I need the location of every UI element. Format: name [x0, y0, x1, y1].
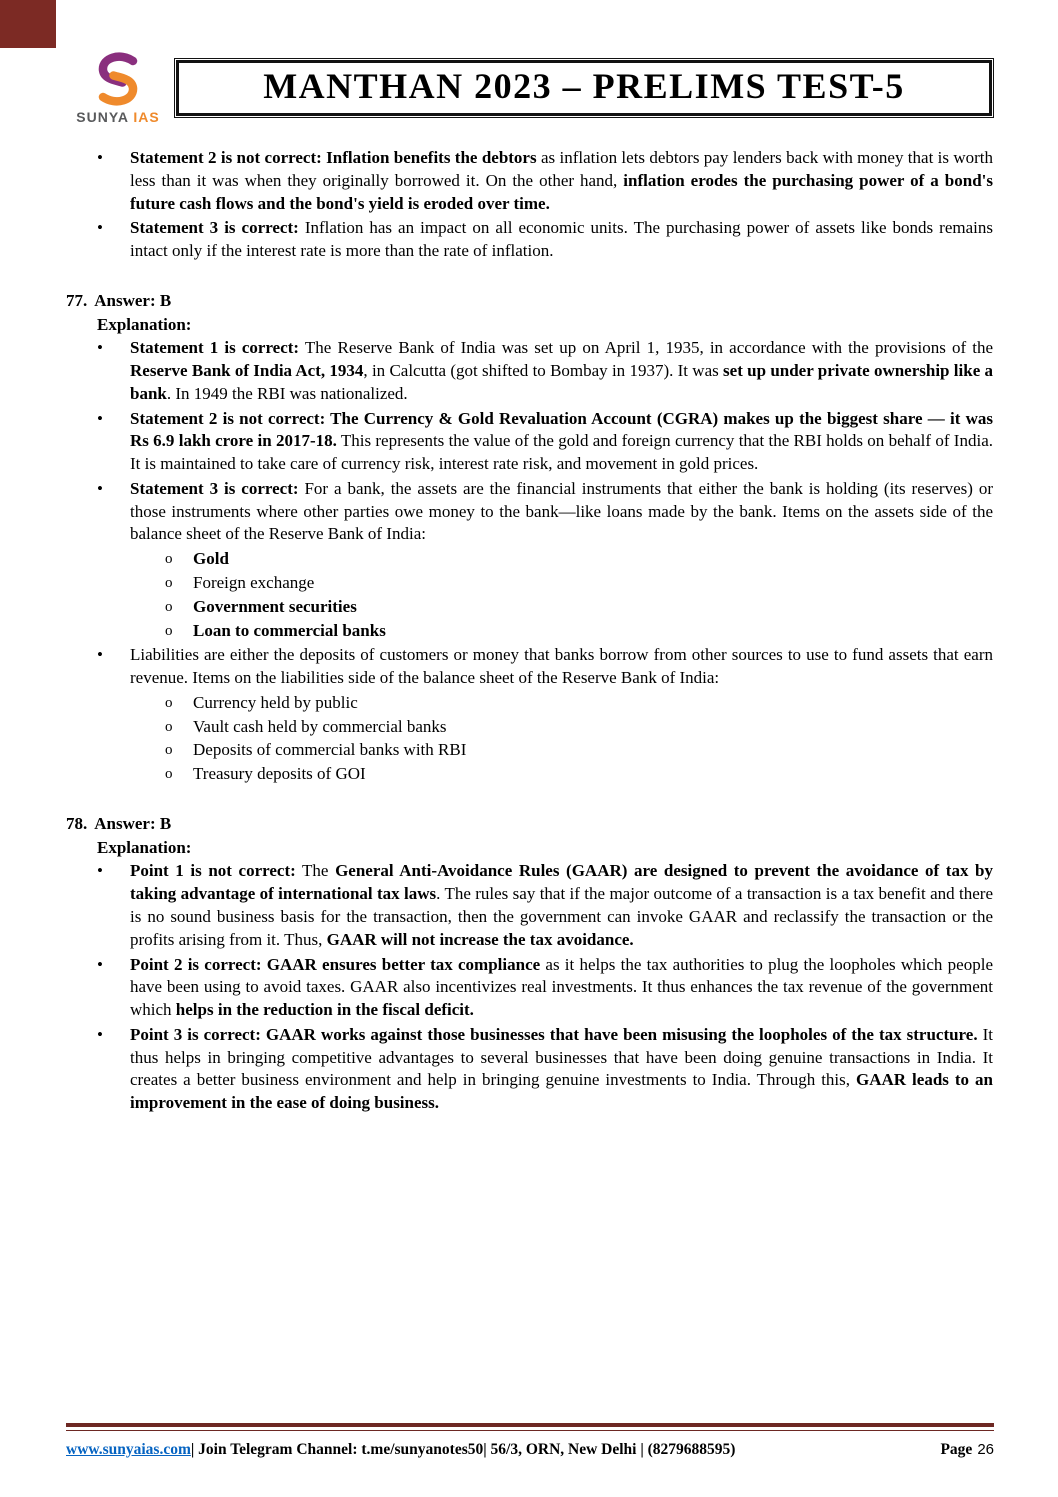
sub-item-text: Currency held by public	[193, 692, 358, 712]
bullet-marker: •	[97, 148, 103, 167]
text-run: Statement 2 is not correct: The Currency & Gold Revaluation Account (CGRA) makes up the biggest share — it was Rs 6.9 lakh crore in 2017-18.	[130, 408, 993, 451]
corner-decoration	[0, 0, 56, 48]
text-run: This represents the value of the gold and foreign currency that the RBI holds on behalf of India. It is maintained to take care of currency risk, interest rate risk, and movement in gold prices.	[130, 431, 993, 474]
page-label: Page	[940, 1441, 973, 1458]
intro-bullet-list	[66, 147, 993, 263]
bullet-marker: •	[97, 645, 103, 665]
sunya-ias-logo	[70, 50, 166, 125]
text-run: helps in the reduction in the fiscal deficit.	[175, 1000, 474, 1020]
bullet-marker: •	[97, 1024, 103, 1044]
sub-item	[165, 620, 993, 643]
text-run: Statement 1 is correct:	[130, 338, 300, 358]
bullet-text	[130, 478, 993, 546]
bullet-text	[130, 644, 993, 690]
footer-contact-line	[66, 1441, 735, 1459]
test-title-box	[176, 60, 992, 116]
logo-brand-text: SUNYA	[76, 109, 129, 125]
question-number: 77.	[66, 290, 88, 310]
page-number	[940, 1441, 994, 1459]
sub-item-marker: o	[165, 622, 173, 639]
text-run: General Anti-Avoidance Rules (GAAR) are designed to prevent the avoidance of tax by taking advantage of international tax laws	[130, 861, 993, 904]
text-run: Point 1 is not correct:	[130, 861, 296, 881]
sub-item	[165, 572, 993, 595]
page-header	[0, 0, 1058, 125]
bullet-item	[97, 644, 993, 690]
logo-suffix-text: IAS	[133, 109, 160, 125]
bullet-item	[97, 1024, 993, 1115]
sub-item-text: Government securities	[193, 596, 357, 616]
sub-item	[165, 716, 993, 739]
text-run: set up under private ownership like a bank	[130, 361, 994, 403]
bullet-item	[97, 954, 993, 1022]
text-run: Statement 3 is correct:	[130, 478, 299, 498]
text-run: For a bank, the assets are the financial instruments that either the bank is holding (its reserves) or those instruments where other parties owe money to the bank—like loans made by the bank. Items on the assets side of the balance sheet of the Reserve Bank of India:	[130, 478, 994, 544]
sub-item	[165, 763, 993, 786]
text-run: The Reserve Bank of India was set up on April 1, 1935, in accordance with the provisions of the	[299, 338, 993, 358]
text-run: Point 3 is correct: GAAR works against those businesses that have been misusing the loopholes of the tax structure.	[130, 1024, 978, 1044]
bullet-text	[130, 1024, 993, 1115]
sub-item-text: Vault cash held by commercial banks	[193, 716, 447, 736]
footer-divider-thin	[66, 1430, 994, 1432]
text-run: GAAR will not increase the tax avoidance.	[326, 929, 634, 949]
sub-item-text: Treasury deposits of GOI	[193, 764, 366, 784]
text-run: Statement 3 is correct:	[130, 218, 299, 238]
bullet-marker: •	[97, 478, 103, 498]
page-footer	[66, 1423, 994, 1459]
bullet-text	[130, 954, 993, 1022]
sub-item	[165, 692, 993, 715]
text-run: Statement 2 is not correct: Inflation benefits the debtors	[130, 148, 537, 167]
question-78-bullet-list	[66, 860, 993, 1114]
text-run: Reserve Bank of India Act, 1934	[130, 361, 364, 381]
bullet-marker: •	[97, 338, 103, 358]
text-run: . In 1949 the RBI was nationalized.	[166, 383, 408, 403]
question-77-section	[66, 290, 993, 786]
sub-item-marker: o	[165, 551, 173, 568]
text-run: as inflation lets debtors pay lenders back with money that is worth less than it was when they originally borrowed it. On the other hand,	[130, 148, 994, 190]
text-run: Point 2 is correct: GAAR ensures better tax compliance	[130, 954, 541, 974]
text-run: The	[295, 861, 336, 881]
sub-item-marker: o	[165, 766, 173, 783]
question-77-answer-line	[66, 290, 993, 313]
explanation-label: Explanation:	[97, 837, 192, 857]
bullet-item	[97, 217, 993, 263]
bullet-item	[97, 337, 993, 405]
bullet-text	[130, 147, 993, 215]
sub-item	[165, 739, 993, 762]
question-78-section	[66, 813, 993, 1115]
sub-item-list	[165, 548, 993, 642]
sunya-swirl-icon	[88, 50, 148, 108]
footer-row	[66, 1441, 994, 1459]
bullet-item	[97, 478, 993, 546]
bullet-text	[130, 337, 993, 405]
sub-item	[165, 548, 993, 571]
sub-item-text: Gold	[193, 549, 229, 569]
bullet-marker: •	[97, 954, 103, 974]
sub-item-text: Foreign exchange	[193, 573, 315, 593]
question-77-bullet-list	[66, 337, 993, 786]
text-run: , in Calcutta (got shifted to Bombay in 1937). It was	[363, 361, 724, 381]
footer-info-text: | Join Telegram Channel: t.me/sunyanotes50| 56/3, ORN, New Delhi | (8279688595)	[190, 1441, 736, 1458]
bullet-marker: •	[97, 861, 103, 881]
explanation-label: Explanation:	[97, 314, 192, 334]
document-content	[0, 147, 1058, 1115]
page-title: MANTHAN 2023 – PRELIMS TEST-5	[263, 65, 905, 106]
text-run: Liabilities are either the deposits of customers or money that banks borrow from other sources to use to fund assets that earn revenue. Items on the liabilities side of the balance sheet of the Reserve Bank of India:	[130, 645, 993, 688]
website-link[interactable]: www.sunyaias.com	[66, 1441, 191, 1458]
page-number-value: 26	[977, 1441, 994, 1458]
sub-item-list	[165, 692, 993, 786]
text-run: Inflation has an impact on all economic units. The purchasing power of assets like bonds remains intact only if the interest rate is more than the rate of inflation.	[130, 218, 993, 261]
bullet-text	[130, 217, 993, 263]
bullet-item	[97, 860, 993, 951]
bullet-text	[130, 860, 993, 951]
question-78-answer-line	[66, 813, 993, 836]
text-run: It thus helps in bringing competitive advantages to several businesses that have been doing genuine transactions in India. It creates a better business environment and help in bringing genuine investments to India. Through this,	[130, 1024, 993, 1090]
sub-item-marker: o	[165, 575, 173, 592]
sub-item-text: Deposits of commercial banks with RBI	[193, 740, 467, 760]
question-number: 78.	[66, 813, 88, 833]
sub-item-marker: o	[165, 694, 173, 711]
text-run: GAAR leads to an improvement in the ease of doing business.	[130, 1070, 993, 1113]
sub-item-marker: o	[165, 718, 173, 735]
footer-divider-thick	[66, 1423, 994, 1427]
answer-text: Answer: B	[94, 290, 172, 310]
sub-item-marker: o	[165, 598, 173, 615]
sub-item	[165, 596, 993, 619]
bullet-marker: •	[97, 218, 103, 238]
sub-item-marker: o	[165, 742, 173, 759]
bullet-marker: •	[97, 408, 103, 428]
bullet-item	[97, 147, 993, 215]
text-run: . The rules say that if the major outcome of a transaction is a tax benefit and there is no sound business basis for the transaction, then the government can invoke GAAR and reclassify the transaction or the profits arising from it. Thus,	[130, 884, 993, 949]
answer-text: Answer: B	[94, 813, 172, 833]
bullet-item	[97, 408, 993, 476]
text-run: inflation erodes the purchasing power of a bond's future cash flows and the bond's yield is eroded over time.	[130, 170, 993, 213]
bullet-text	[130, 408, 993, 476]
sub-item-text: Loan to commercial banks	[193, 620, 386, 640]
logo-caption	[76, 109, 159, 125]
text-run: as it helps the tax authorities to plug the loopholes which people have been using to avoid taxes. GAAR also incentivizes real investments. It thus enhances the tax revenue of the government which	[130, 954, 993, 1020]
